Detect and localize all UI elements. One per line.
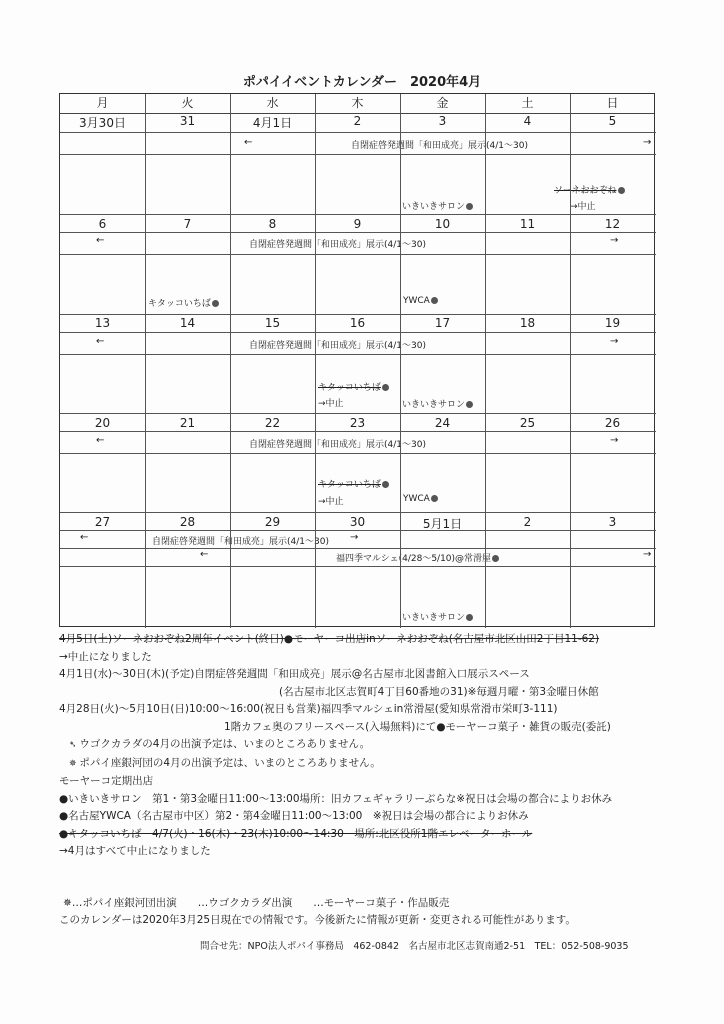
arrow-right-icon: → <box>350 532 359 543</box>
day-cell-number: 4 <box>523 114 532 128</box>
grid-line <box>60 512 656 513</box>
day-cell-number: 12 <box>604 217 621 231</box>
day-cell-number: 5 <box>608 114 617 128</box>
arrow-right-icon: → <box>643 137 652 148</box>
day-cell-number: 18 <box>519 316 536 330</box>
grid-line <box>60 431 656 432</box>
event-label: キタッコいちば <box>148 299 211 309</box>
event-cancelled: →中止 <box>570 202 596 212</box>
grid-line <box>60 314 656 315</box>
weekday-fri: 金 <box>436 96 449 110</box>
event-label: YWCA <box>403 296 430 306</box>
day-cell-number: 14 <box>179 316 196 330</box>
day-cell-number: 25 <box>519 416 536 430</box>
note-line: →4月はすべて中止になりました <box>59 845 211 857</box>
arrow-left-icon: ← <box>96 235 105 246</box>
banner-label: 福四季マルシェ(4/28～5/10)@常滑屋 <box>336 554 492 564</box>
day-cell-number: 16 <box>349 316 366 330</box>
moyako-mark-icon <box>466 401 473 408</box>
grid-line <box>60 413 656 414</box>
moyako-mark-icon <box>466 614 473 621</box>
arrow-right-icon: → <box>610 336 619 347</box>
note-line: (名古屋市北区志賀町4丁目60番地の31)※毎週月曜・第3金曜日休館 <box>279 685 599 698</box>
calendar-grid <box>59 93 655 627</box>
banner-autism-week2: 自閉症啓発週間「和田成亮」展示(4/1～30) <box>249 240 426 250</box>
banner-autism-week1: 自閉症啓発週間「和田成亮」展示(4/1～30) <box>351 141 528 151</box>
day-cell-number: 19 <box>604 316 621 330</box>
day-cell-number: 11 <box>519 217 536 231</box>
note-line: 4月1日(水)～30日(木)(予定)自閉症啓発週間「和田成亮」展示@名古屋市北図書館入口展示スペース <box>59 668 530 680</box>
note-line: →中止になりました <box>59 650 152 663</box>
day-cell-number: 20 <box>94 416 111 430</box>
event-label: YWCA <box>403 494 430 504</box>
event-sone <box>554 183 625 196</box>
moyako-mark-icon <box>618 187 625 194</box>
arrow-left-icon: ← <box>244 137 253 148</box>
popeye-ginga-icon: ✵ <box>63 897 72 909</box>
banner-autism-week4: 自閉症啓発週間「和田成亮」展示(4/1～30) <box>249 440 426 450</box>
grid-line <box>60 154 656 155</box>
legend <box>63 895 449 910</box>
legend-text: …ポパイ座銀河団出演 …ウゴクカラダ出演 …モーヤーコ菓子・作品販売 <box>71 897 450 909</box>
event-label: いきいきサロン <box>402 613 466 623</box>
banner-autism-week5: 自閉症啓発週間「和田成亮」展示(4/1～30) <box>152 537 329 547</box>
moyako-mark-icon <box>466 203 473 210</box>
grid-line <box>60 566 656 567</box>
day-cell-number: 10 <box>434 217 451 231</box>
grid-line <box>60 332 656 333</box>
day-cell-number: 9 <box>353 217 362 231</box>
moyako-mark-icon <box>382 481 389 488</box>
note-line: ●名古屋YWCA（名古屋市中区）第2・第4金曜日11:00～13:00 ※祝日は会場の都合によりお休み <box>59 810 529 822</box>
note-line <box>59 755 699 774</box>
weekday-sat: 土 <box>521 96 534 110</box>
note-text: ポパイ座銀河団の4月の出演予定は、いまのところありません。 <box>79 756 381 769</box>
grid-line <box>60 354 656 355</box>
event-kitakko <box>318 380 389 393</box>
grid-line <box>60 132 656 133</box>
event-kitakko <box>148 296 219 309</box>
day-cell-number: 3 <box>438 114 447 128</box>
notes-section <box>59 631 699 861</box>
day-cell-number: 27 <box>94 515 111 529</box>
note-line: 1階カフェ奥のフリースペース(入場無料)にて●モーヤーコ菓子・雑貨の販売(委託) <box>224 720 611 733</box>
arrow-right-icon: → <box>610 235 619 246</box>
note-line: 4月28日(火)～5月10日(日)10:00～16:00(祝日も営業)福四季マルシェin常滑屋(愛知県常滑市栄町3-111) <box>59 703 558 715</box>
note-line: ●キタッコいちば 4/7(火)・16(木)・23(木)10:00～14:30 場所:北区役所1階エレベーターホール <box>59 827 533 840</box>
moyako-mark-icon <box>382 384 389 391</box>
weekday-wed: 水 <box>266 96 279 110</box>
event-label: ソーネおおぞね <box>554 186 617 196</box>
event-ikiiki-salon <box>402 199 473 212</box>
arrow-right-icon: → <box>610 435 619 446</box>
popeye-ginga-icon: ✵ <box>69 758 80 769</box>
info-note: このカレンダーは2020年3月25日現在での情報です。今後新たに情報が更新・変更される可能性があります。 <box>59 914 576 926</box>
event-cancelled: →中止 <box>318 497 344 507</box>
note-line: ●いきいきサロン 第1・第3金曜日11:00～13:00場所：旧カフェギャラリーぶらな※祝日は会場の都合によりお休み <box>59 792 613 805</box>
moyako-mark-icon <box>212 300 219 307</box>
grid-line <box>60 453 656 454</box>
moyako-mark-icon <box>431 495 438 502</box>
note-line: 4月5日(土)ソーネおおぞね2周年イベント(終日)●モーヤーコ出店inソーネおおぞね(名古屋市北区山田2丁目11-62) <box>59 633 600 645</box>
event-ywca <box>403 296 438 306</box>
moyako-mark-icon <box>492 555 499 562</box>
day-cell-number: 21 <box>179 416 196 430</box>
grid-line <box>60 232 656 233</box>
banner-autism-week3: 自閉症啓発週間「和田成亮」展示(4/1～30) <box>249 341 426 351</box>
moyako-mark-icon <box>431 297 438 304</box>
day-cell-number: 26 <box>604 416 621 430</box>
grid-line <box>60 548 656 549</box>
arrow-left-icon: ← <box>96 336 105 347</box>
day-cell-number: 3月30日 <box>79 116 126 130</box>
day-cell-number: 23 <box>349 416 366 430</box>
event-label: キタッコいちば <box>318 480 381 490</box>
event-ikiiki-salon <box>402 397 473 410</box>
grid-line <box>60 530 656 531</box>
day-cell-number: 6 <box>98 217 107 231</box>
day-cell-number: 2 <box>353 114 362 128</box>
arrow-right-icon: → <box>643 549 652 560</box>
arrow-left-icon: ← <box>200 549 209 560</box>
weekday-mon: 月 <box>96 96 109 110</box>
weekday-sun: 日 <box>606 96 619 110</box>
day-cell-number: 17 <box>434 316 451 330</box>
weekday-thu: 木 <box>351 96 364 110</box>
day-cell-number: 5月1日 <box>422 517 463 531</box>
note-line: モーヤーコ定期出店 <box>59 775 154 787</box>
arrow-left-icon: ← <box>96 435 105 446</box>
event-label: キタッコいちば <box>318 383 381 393</box>
note-text: ウゴクカラダの4月の出演予定は、いまのところありません。 <box>79 738 371 750</box>
day-cell-number: 8 <box>268 217 277 231</box>
event-label: いきいきサロン <box>402 400 466 410</box>
banner-marche <box>336 551 499 564</box>
ugoku-karada-icon: ➴ <box>69 740 80 750</box>
page-title: ポパイイベントカレンダー 2020年4月 <box>242 75 482 90</box>
weekday-tue: 火 <box>181 96 194 110</box>
day-cell-number: 24 <box>434 416 451 430</box>
event-ikiiki-salon <box>402 610 473 623</box>
event-ywca <box>403 494 438 504</box>
day-cell-number: 13 <box>94 316 111 330</box>
day-cell-number: 4月1日 <box>252 116 293 130</box>
day-cell-number: 2 <box>523 515 532 529</box>
day-cell-number: 7 <box>183 217 192 231</box>
grid-line <box>60 254 656 255</box>
weekday-header <box>60 94 654 114</box>
day-cell-number: 29 <box>264 515 281 529</box>
day-cell-number: 3 <box>608 515 617 529</box>
day-cell-number: 31 <box>179 114 196 128</box>
note-line <box>59 736 699 755</box>
day-cell-number: 22 <box>264 416 281 430</box>
arrow-left-icon: ← <box>80 532 89 543</box>
event-label: いきいきサロン <box>402 202 466 212</box>
event-kitakko <box>318 477 389 490</box>
event-cancelled: →中止 <box>318 399 344 409</box>
grid-line <box>60 214 656 215</box>
day-cell-number: 30 <box>349 515 366 529</box>
contact-info: 問合せ先：NPO法人ポパイ事務局 462-0842 名古屋市北区志賀南通2-51 TEL：052-508-9035 <box>200 941 629 952</box>
day-cell-number: 15 <box>264 316 281 330</box>
day-cell-number: 28 <box>179 515 196 529</box>
